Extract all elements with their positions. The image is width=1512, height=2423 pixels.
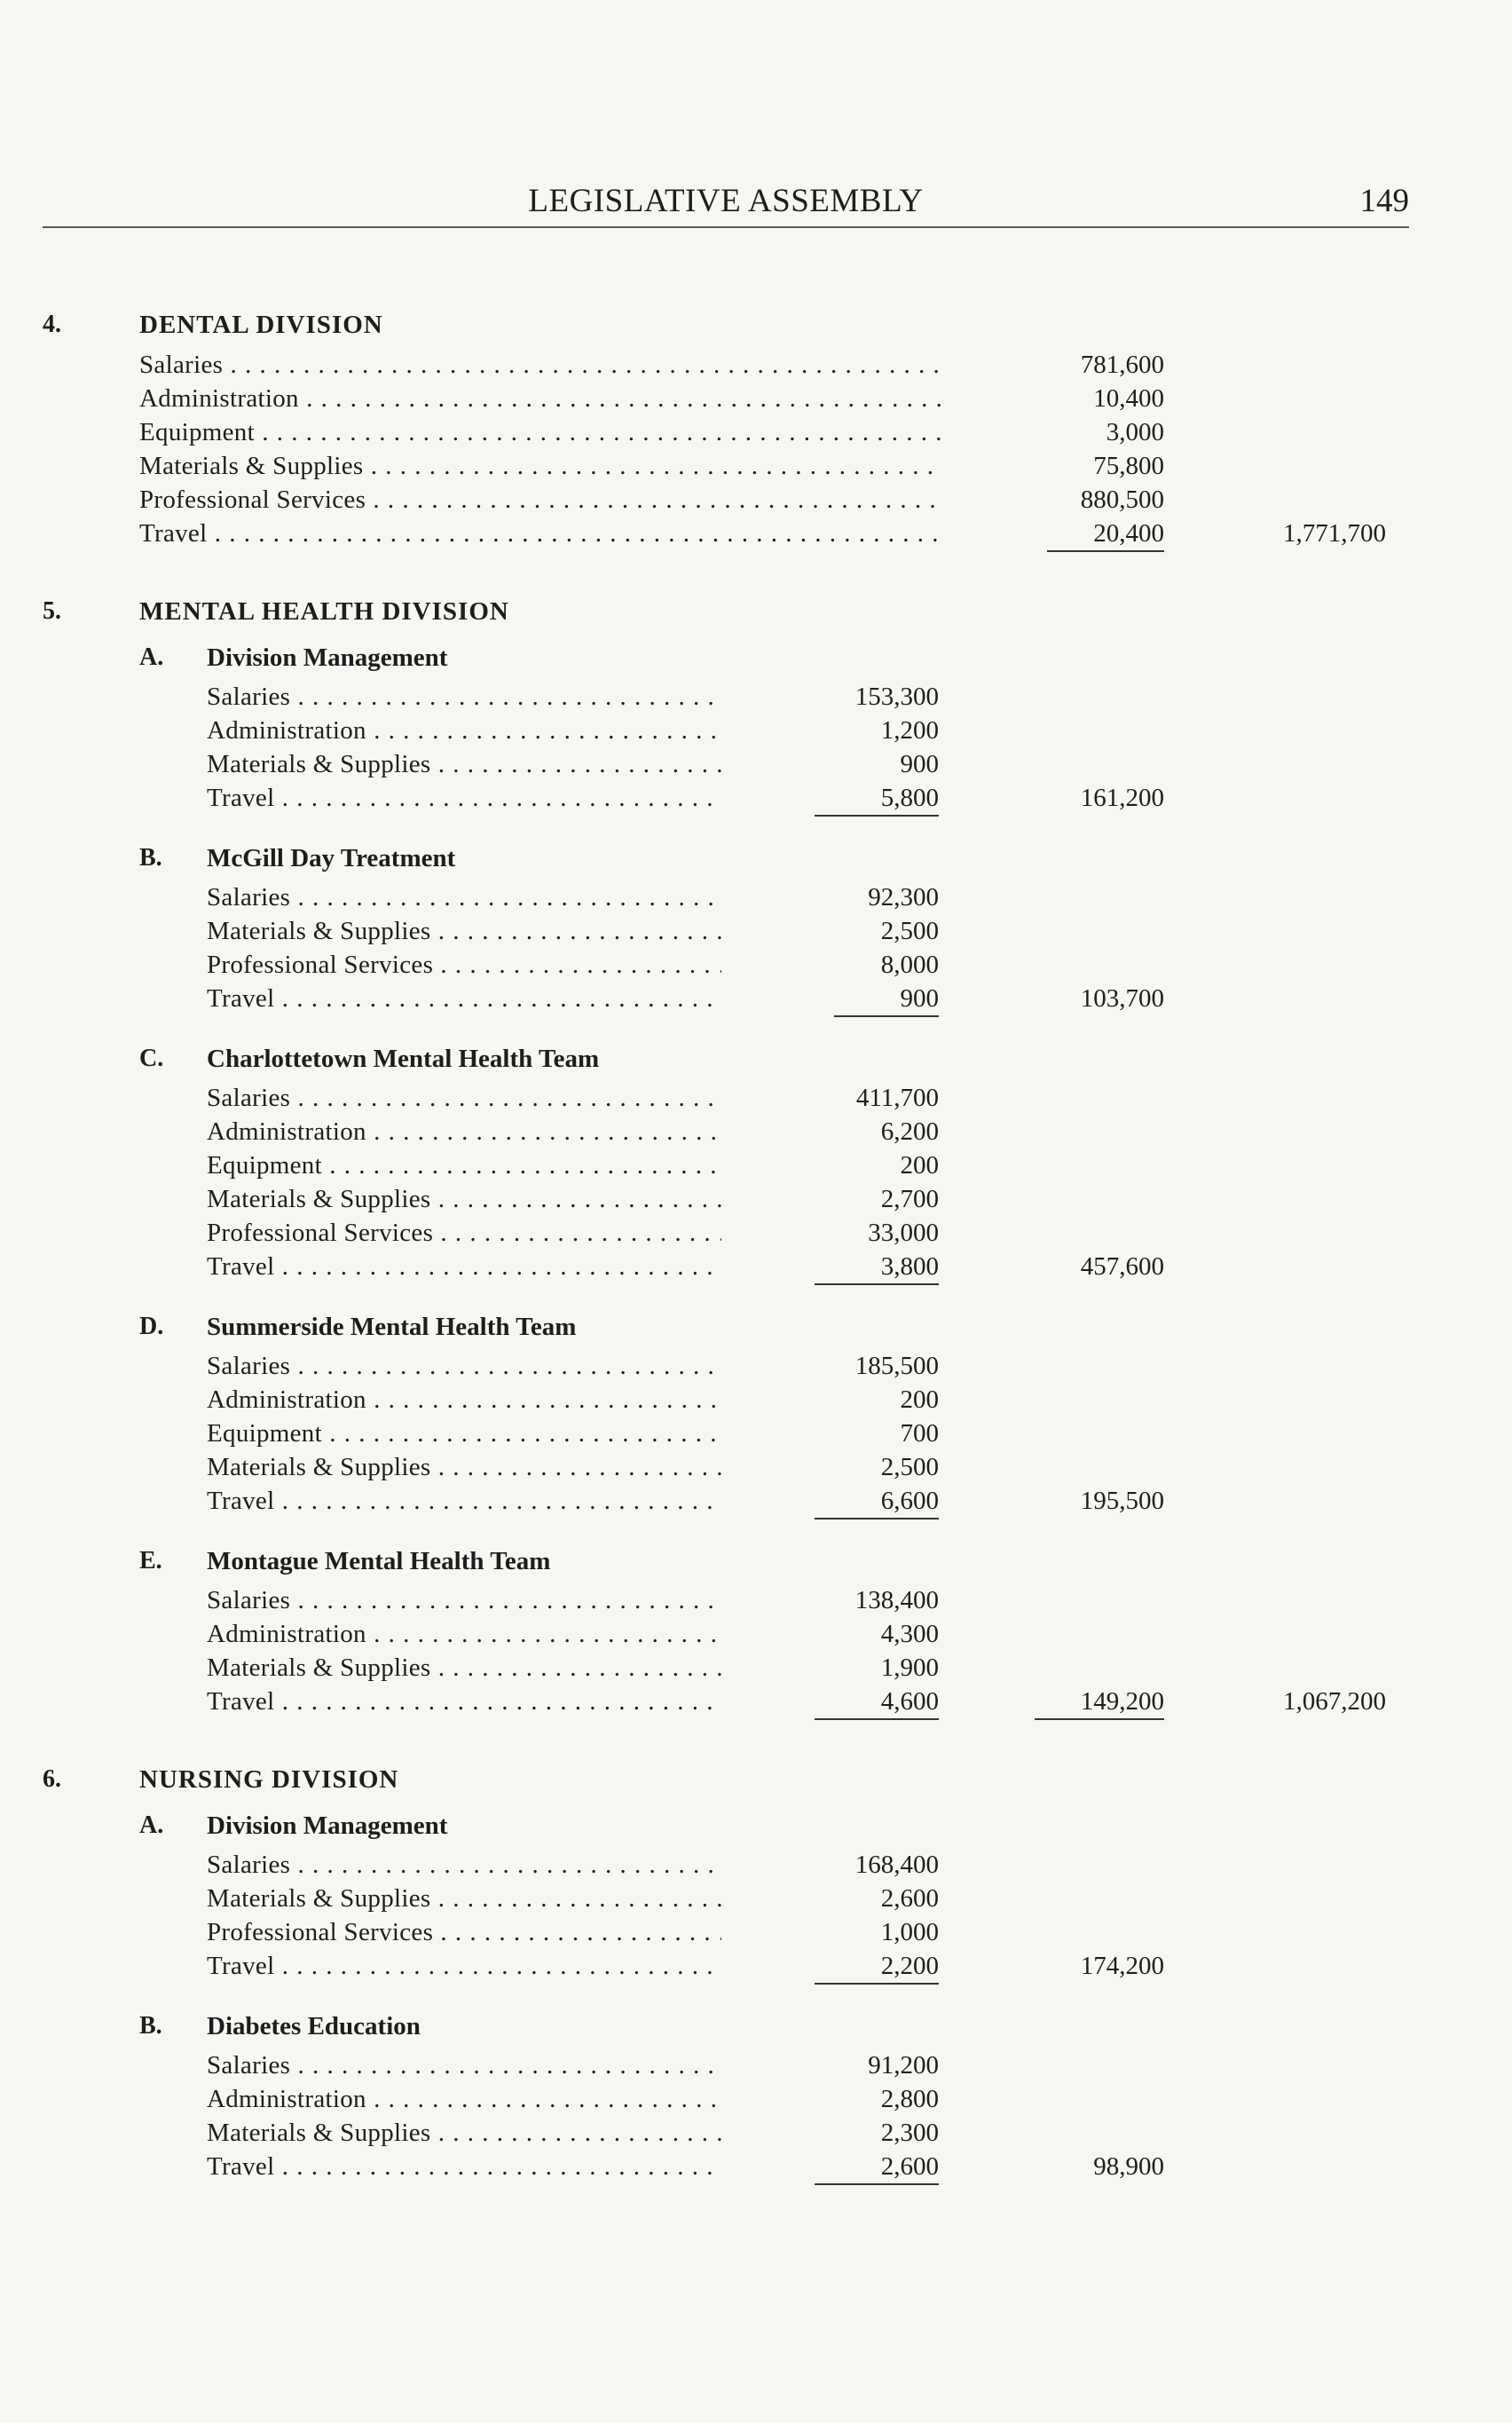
line-item-amount: 75,800 [1093,452,1164,480]
line-item [0,2119,1512,2152]
subsection-subtotal: 161,200 [1080,784,1164,812]
division-section [0,1765,1512,2186]
page-header [43,182,1409,228]
line-item-amount: 185,500 [854,1352,939,1380]
line-item [0,1185,1512,1219]
division-total: 1,067,200 [1283,1687,1386,1716]
line-item-label: Travel . . . [207,1487,721,1516]
division-title: DENTAL DIVISION [139,311,383,339]
subsection [0,1547,1512,1721]
section-spacer [0,553,1512,597]
subsection-letter: C. [139,1045,164,1072]
line-item-label: Administration . . . [207,2085,721,2114]
line-item [0,1117,1512,1151]
line-item-label: Administration . . . [207,716,721,746]
subsection-letter: A. [139,1811,164,1839]
line-item [0,716,1512,750]
line-item [0,883,1512,917]
page-number: 149 [1359,183,1409,219]
line-item-amount: 91,200 [868,2051,939,2080]
division-section [0,311,1512,553]
line-item-label: Travel . . . [207,984,721,1014]
line-item-amount: 411,700 [855,1084,939,1112]
line-item-amount: 168,400 [854,1851,939,1879]
subsection-subtotal: 195,500 [1080,1487,1164,1515]
line-item-amount: 1,200 [880,716,939,745]
line-item [0,2152,1512,2186]
line-item [0,485,1512,519]
line-item [0,984,1512,1018]
line-item [0,1586,1512,1620]
line-item [0,1219,1512,1252]
line-item-label: Equipment . . . [207,1419,721,1448]
line-item [0,1084,1512,1117]
subsection-title: Division Management [207,1811,448,1840]
subsection-title: Charlottetown Mental Health Team [207,1045,600,1073]
line-item-label: Administration . . . [139,384,941,414]
line-item-label: Salaries . . . [207,683,721,712]
line-item-label: Equipment . . . [139,418,941,447]
subsection-letter: D. [139,1313,164,1340]
line-item-label: Materials & Supplies . . . [207,1884,721,1914]
line-item-label: Travel . . . [207,784,721,813]
subsection-letter: E. [139,1547,162,1575]
line-item [0,1385,1512,1419]
line-item [0,1419,1512,1453]
line-item-label: Professional Services . . . [207,951,721,980]
subsection-header [0,2012,1512,2046]
section-spacer [0,1721,1512,1765]
line-item-label: Travel . . . [207,1952,721,1981]
line-item [0,1918,1512,1952]
line-item-amount: 6,600 [815,1487,939,1519]
subsection [0,844,1512,1018]
line-item-amount: 2,600 [815,2152,939,2185]
line-item [0,1252,1512,1286]
subsection [0,643,1512,817]
line-item-amount: 900 [900,750,939,778]
line-item-label: Administration . . . [207,1117,721,1147]
line-item-amount: 2,300 [880,2119,939,2147]
subsection-title: McGill Day Treatment [207,844,456,872]
line-item-label: Materials & Supplies . . . [207,750,721,779]
line-item [0,1653,1512,1687]
line-item-amount: 20,400 [1047,519,1164,552]
line-item [0,1620,1512,1653]
line-item-amount: 33,000 [868,1219,939,1247]
line-item [0,1151,1512,1185]
line-item [0,1851,1512,1884]
estimates-content [0,311,1512,2186]
line-item [0,917,1512,951]
line-item-label: Salaries . . . [139,351,941,380]
line-item [0,784,1512,817]
line-item-amount: 6,200 [880,1117,939,1146]
subsection-title: Division Management [207,643,448,672]
division-title: MENTAL HEALTH DIVISION [139,597,509,626]
line-item-amount: 5,800 [815,784,939,817]
line-item-label: Salaries . . . [207,2051,721,2080]
line-item-amount: 153,300 [854,683,939,711]
line-item-label: Materials & Supplies . . . [207,2119,721,2148]
line-item [0,683,1512,716]
line-item-amount: 1,000 [880,1918,939,1946]
line-item-label: Salaries . . . [207,1352,721,1381]
line-item-label: Salaries . . . [207,1851,721,1880]
subsection-letter: B. [139,2012,162,2040]
line-item-amount: 700 [900,1419,939,1448]
line-item-label: Salaries . . . [207,883,721,912]
line-item-amount: 2,200 [815,1952,939,1985]
line-item-label: Travel . . . [139,519,941,549]
subsection-subtotal: 174,200 [1080,1952,1164,1980]
subsection [0,1313,1512,1520]
line-item-label: Materials & Supplies . . . [207,1185,721,1214]
line-item-label: Travel . . . [207,1687,721,1717]
division-section [0,597,1512,1721]
line-item-label: Equipment . . . [207,1151,721,1180]
line-item-amount: 2,500 [880,917,939,945]
line-item [0,2085,1512,2119]
line-item-label: Travel . . . [207,2152,721,2182]
line-item [0,351,1512,384]
line-item-label: Professional Services . . . [207,1918,721,1947]
line-item-label: Professional Services . . . [207,1219,721,1248]
line-item [0,452,1512,485]
line-item [0,2051,1512,2085]
line-item-label: Administration . . . [207,1620,721,1649]
line-item [0,1487,1512,1520]
line-item [0,951,1512,984]
subsection-subtotal: 98,900 [1093,2152,1164,2181]
line-item-amount: 8,000 [880,951,939,979]
subsection-header [0,1045,1512,1078]
line-item-amount: 4,300 [880,1620,939,1648]
subsection-subtotal: 149,200 [1035,1687,1164,1720]
line-item-amount: 880,500 [1080,485,1164,514]
subsection-title: Montague Mental Health Team [207,1547,551,1575]
line-item-amount: 2,600 [880,1884,939,1913]
line-item-amount: 200 [900,1151,939,1180]
line-item [0,1453,1512,1487]
subsection-letter: B. [139,844,162,872]
subsection-header [0,1313,1512,1346]
subsection-letter: A. [139,643,164,671]
line-item [0,1952,1512,1985]
line-item-label: Professional Services . . . [139,485,941,515]
line-item-amount: 1,900 [880,1653,939,1682]
subsection-title: Summerside Mental Health Team [207,1313,577,1341]
division-total: 1,771,700 [1283,519,1386,548]
line-item-amount: 4,600 [815,1687,939,1720]
line-item-amount: 3,800 [815,1252,939,1285]
line-item-label: Salaries . . . [207,1084,721,1113]
line-item-label: Travel . . . [207,1252,721,1282]
line-item-amount: 10,400 [1093,384,1164,413]
division-header [0,597,1512,631]
line-item-label: Materials & Supplies . . . [207,917,721,946]
line-item-amount: 900 [834,984,940,1017]
line-item-amount: 781,600 [1080,351,1164,379]
line-item-label: Materials & Supplies . . . [207,1653,721,1683]
line-item-amount: 200 [900,1385,939,1414]
subsection [0,2012,1512,2186]
subsection-title: Diabetes Education [207,2012,421,2040]
line-item-amount: 2,800 [880,2085,939,2113]
subsection-subtotal: 103,700 [1080,984,1164,1013]
subsection [0,1045,1512,1286]
line-item [0,418,1512,452]
line-item-amount: 92,300 [868,883,939,912]
line-item-label: Materials & Supplies . . . [207,1453,721,1482]
line-item-amount: 2,700 [880,1185,939,1213]
line-item [0,384,1512,418]
line-item-label: Salaries . . . [207,1586,721,1615]
division-number: 6. [43,1765,61,1793]
subsection-header [0,1811,1512,1845]
page-title: LEGISLATIVE ASSEMBLY [528,183,924,219]
subsection [0,1811,1512,1985]
subsection-header [0,643,1512,677]
line-item-label: Materials & Supplies . . . [139,452,941,481]
division-header [0,311,1512,344]
division-header [0,1765,1512,1799]
division-number: 4. [43,311,61,338]
line-item [0,1352,1512,1385]
line-item-amount: 2,500 [880,1453,939,1481]
subsection-subtotal: 457,600 [1080,1252,1164,1281]
line-item [0,750,1512,784]
division-title: NURSING DIVISION [139,1765,399,1794]
line-item-label: Administration . . . [207,1385,721,1415]
division-number: 5. [43,597,61,625]
line-item-amount: 3,000 [1106,418,1164,446]
subsection-header [0,844,1512,878]
line-item [0,1884,1512,1918]
line-item [0,519,1512,553]
line-item-amount: 138,400 [854,1586,939,1614]
subsection-header [0,1547,1512,1581]
line-item [0,1687,1512,1721]
